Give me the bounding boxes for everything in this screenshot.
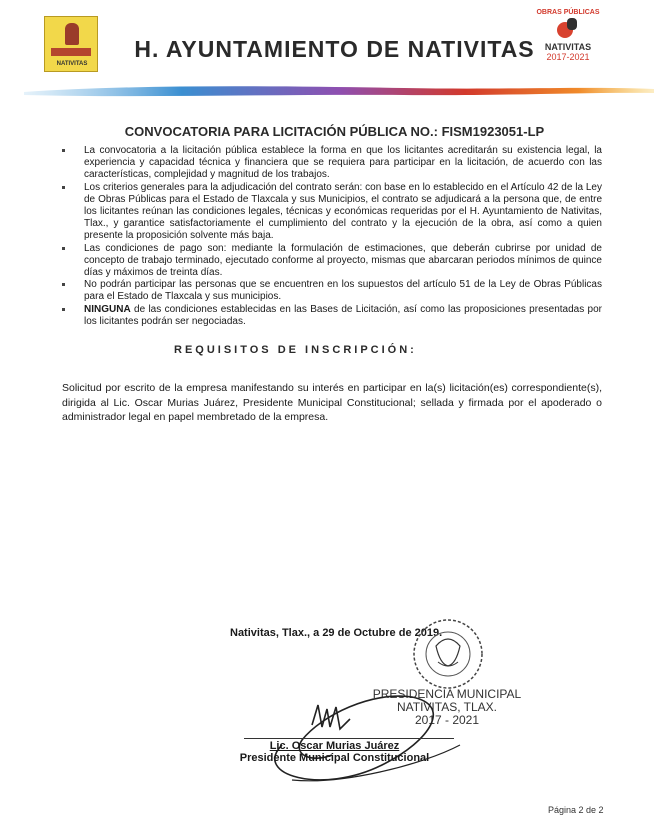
list-item bbox=[62, 279, 602, 303]
municipality-logo-text: NATIVITAS bbox=[56, 61, 88, 67]
obras-publicas-logo-years: 2017-2021 bbox=[546, 52, 590, 62]
list-item-lead: NINGUNA bbox=[84, 303, 131, 315]
stamp-line-1: PRESIDENCIA MUNICIPAL bbox=[372, 687, 522, 701]
closing-date: Nativitas, Tlax., a 29 de Octubre de 2019. bbox=[230, 627, 443, 639]
list-item bbox=[62, 304, 602, 328]
list-item bbox=[62, 243, 602, 280]
mascot-icon bbox=[557, 18, 579, 38]
signer-title: Presidente Municipal Constitucional bbox=[239, 752, 430, 764]
list-item-text: No podrán participar las personas que se encuentren en los supuestos del artículo 51 de la Ley de Obras Públicas para el Estado de Tlaxcala y sus municipios. bbox=[84, 279, 602, 303]
list-item-text: La convocatoria a la licitación pública establece la forma en que los licitantes acreditarán su existencia legal, la experiencia y capacidad técnica y financiera que se requiera para participar en la licitación, de acuerdo con las características, complejidad y magnitud de los trabajos. bbox=[84, 145, 602, 181]
list-item bbox=[62, 182, 602, 243]
requisitos-body: Solicitud por escrito de la empresa manifestando su interés en participar en la(s) licitación(es) correspondiente(s), dirigida al Lic. Oscar Murias Juárez, Presidente Municipal Constitucional; sellada y firmada por el apoderado o administrador legal en papel membretado de la empresa. bbox=[62, 382, 602, 423]
obras-publicas-logo bbox=[530, 9, 606, 71]
page-number: Página 2 de 2 bbox=[548, 805, 604, 815]
list-item-text: Las condiciones de pago son: mediante la formulación de estimaciones, que deberán cubrirse por unidad de concepto de trabajo terminado, ejecutado conforme al proyecto, mismas que abarcaran periodos mínimos de quince días y máximos de treinta días. bbox=[84, 242, 602, 279]
signer-name: Lic. Oscar Murias Juárez bbox=[269, 740, 400, 752]
stamp-line-2: NATIVITAS, TLAX. bbox=[396, 700, 498, 714]
list-item-text: Los criterios generales para la adjudicación del contrato serán: con base en lo establecido en el Artículo 42 de la Ley de Obras Públicas para el Estado de Tlaxcala y sus Municipios, el contrato se adjudicará a la persona que, de entre los licitantes reúnan las condiciones legales, técnicas y económicas requeridas por el H. Ayuntamiento de Nativitas, Tlax., y garantice satisfactoriamente el cumplimiento del contrato y la ejecución de la obra, así como a quien presente la proposición solvente más baja. bbox=[84, 181, 602, 242]
stamp-line-3: 2017 - 2021 bbox=[414, 713, 480, 727]
requisitos-heading: REQUISITOS DE INSCRIPCIÓN: bbox=[174, 344, 417, 356]
convocatoria-title: CONVOCATORIA PARA LICITACIÓN PÚBLICA NO.: FISM1923051-LP bbox=[124, 124, 545, 139]
list-item bbox=[62, 145, 602, 182]
list-item-text: de las condiciones establecidas en las Bases de Licitación, así como las proposiciones presentadas por los licitantes podrán ser negociadas. bbox=[84, 303, 602, 327]
conditions-list bbox=[62, 145, 602, 328]
signature-line bbox=[244, 738, 454, 739]
page-title: H. AYUNTAMIENTO DE NATIVITAS bbox=[134, 36, 535, 62]
header-brush-stroke bbox=[24, 82, 654, 98]
obras-publicas-logo-top: OBRAS PÚBLICAS bbox=[536, 9, 600, 16]
obras-publicas-logo-name: NATIVITAS bbox=[544, 42, 592, 52]
